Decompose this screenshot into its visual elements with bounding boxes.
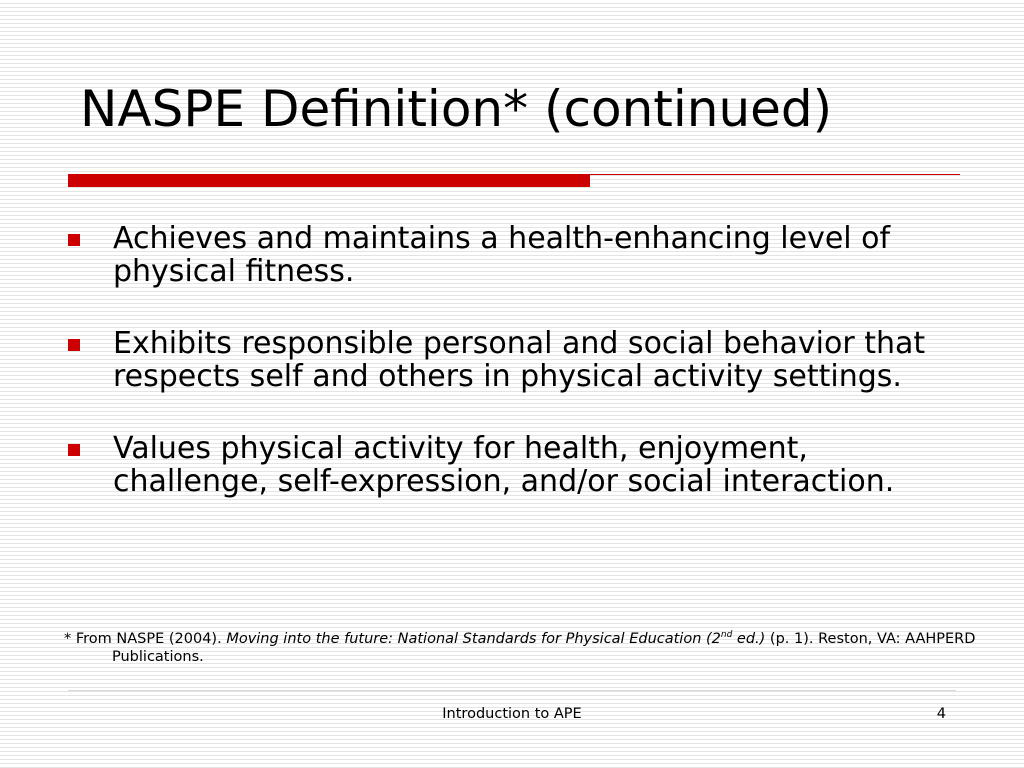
footnote-ordinal: nd: [720, 630, 733, 641]
square-bullet-icon: [68, 444, 80, 456]
bullet-text: Exhibits responsible personal and social behavior that respects self and others in physical activity settings.: [113, 326, 926, 394]
slide-title: NASPE Definition* (continued): [80, 80, 833, 138]
square-bullet-icon: [68, 234, 80, 246]
footer-divider: [68, 690, 956, 691]
footer-label: Introduction to APE: [442, 706, 582, 722]
square-bullet-icon: [68, 339, 80, 351]
title-divider-thick: [68, 175, 590, 187]
slide-number: 4: [936, 706, 946, 722]
bullet-text: Achieves and maintains a health-enhancing level of physical fitness.: [113, 221, 891, 289]
footnote-edition: ed.): [732, 631, 766, 647]
bullet-item: [68, 327, 968, 393]
bullet-item: [68, 432, 968, 498]
bullet-text: Values physical activity for health, enjoyment, challenge, self-expression, and/or social interaction.: [113, 431, 895, 499]
footnote-book-title: Moving into the future: National Standards for Physical Education (2: [226, 631, 721, 647]
footnote-citation: [64, 630, 1024, 666]
bullet-item: [68, 222, 968, 288]
footnote-prefix: * From NASPE (2004).: [64, 631, 227, 647]
footnote-suffix: (p. 1). Reston, VA: AAHPERD Publications.: [112, 631, 976, 665]
bullet-list: [68, 222, 968, 537]
